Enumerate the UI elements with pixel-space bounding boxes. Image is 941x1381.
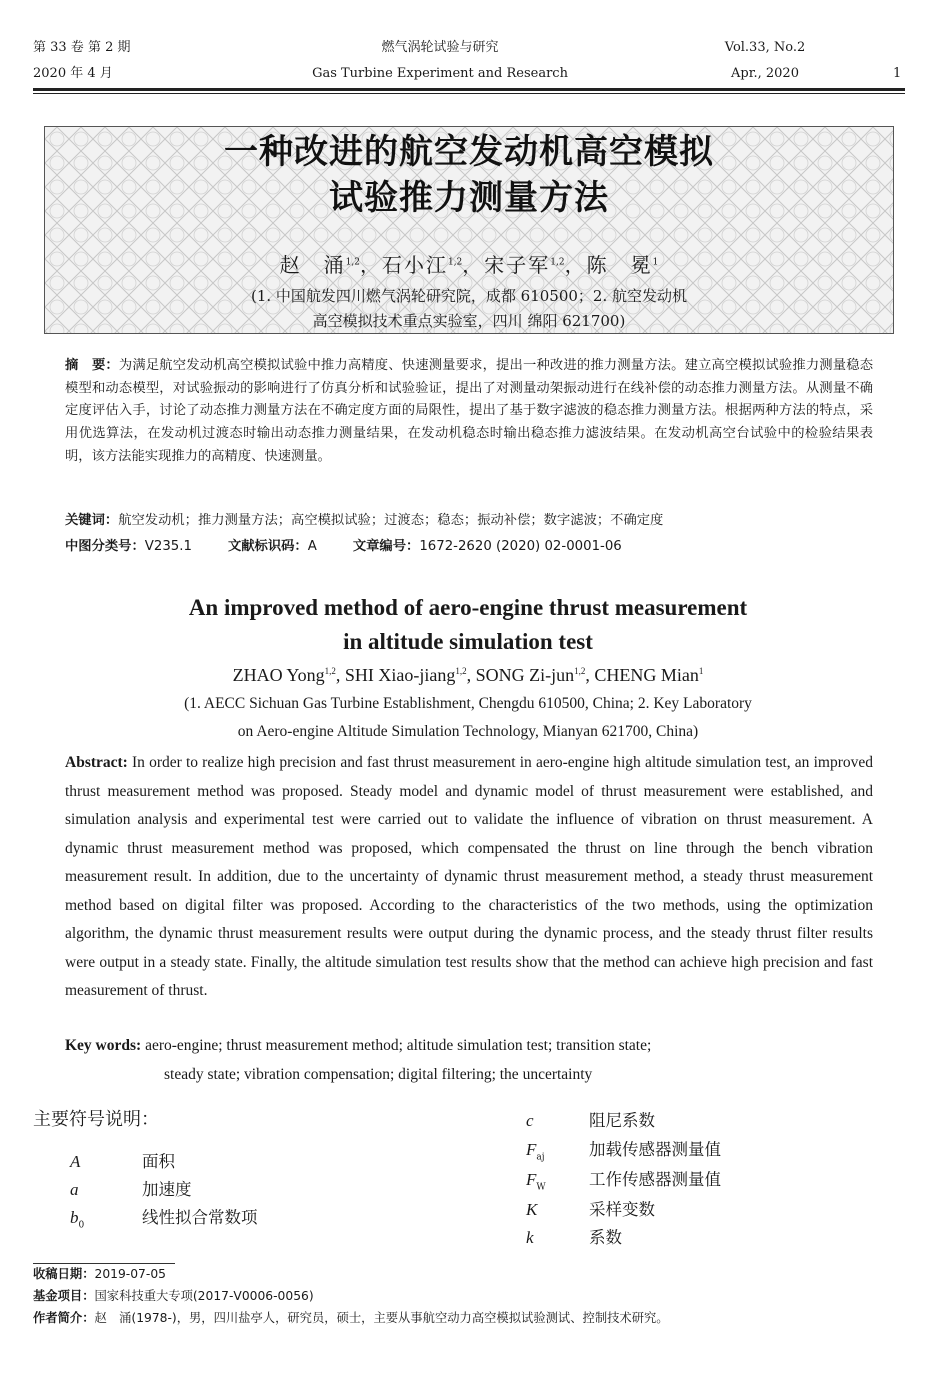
symbol-right-5-desc: 系数 (589, 1228, 622, 1247)
keywords-cn-text: 航空发动机；推力测量方法；高空模拟试验；过渡态；稳态；振动补偿；数字滤波；不确定度 (118, 513, 664, 528)
symbol-right-5: k (526, 1228, 534, 1247)
title-box (44, 126, 894, 334)
doc-code-label: 文献标识码： (227, 539, 308, 554)
title-cn-line2: 试验推力测量方法 (329, 178, 609, 218)
keywords-en (65, 1032, 873, 1089)
title-cn-line1: 一种改进的航空发动机高空模拟 (224, 132, 714, 172)
keywords-en-line1: aero-engine; thrust measurement method; altitude simulation test; transition state; (145, 1037, 652, 1054)
affiliation-en-line1: (1. AECC Sichuan Gas Turbine Establishment, Chengdu 610500, China; 2. Key Laboratory (184, 695, 752, 712)
footnote-fund: 基金项目：国家科技重大专项(2017-V0006-0056) (33, 1289, 314, 1303)
symbol-left-3-desc: 线性拟合常数项 (142, 1208, 258, 1227)
abstract-en-text: In order to realize high precision and fast thrust measurement in aero-engine high altitude simulation test, an improved thrust measurement method was proposed. Steady model and dynamic model of thrust measurement were established, and simulation analysis and experimental test were carried out to validate the influence of vibration on thrust measurement. A dynamic thrust measurement method was proposed, which compensated the thrust on line through the bench vibration measurement result. In addition, due to the uncertainty of dynamic thrust measurement method, a steady thrust measurement method based on digital filter was proposed. According to the characteristics of the two methods, using the optimization algorithm, the dynamic thrust measurement results were output during the dynamic process, and the steady thrust filter results were output in a steady state. Finally, the altitude simulation test results show that the method can achieve high precision and fast measurement of thrust. (65, 754, 874, 999)
author-en-4: CHENG Mian$^1$ (594, 665, 704, 685)
footnote-rule (33, 1263, 175, 1264)
keywords-en-line2: steady state; vibration compensation; digital filtering; the uncertainty (164, 1065, 593, 1083)
author-cn-2: 石小江$^{1,2}$， (381, 253, 485, 277)
doc-code-value: A (307, 539, 317, 554)
header-journal-en: Gas Turbine Experiment and Research (312, 66, 568, 81)
symbol-left-2-desc: 加速度 (142, 1180, 192, 1199)
symbol-right-2-desc: 加载传感器测量值 (589, 1140, 721, 1159)
symbol-right-4: K (526, 1200, 538, 1219)
keywords-cn (65, 512, 663, 530)
affiliation-cn-line2: 高空模拟技术重点实验室，四川 绵阳 621700) (312, 312, 626, 330)
author-cn-4: 陈 冕$^1$ (586, 253, 659, 277)
header-date-cn: 2020 年 4 月 (33, 66, 113, 81)
symbol-left-1-desc: 面积 (142, 1152, 175, 1171)
abstract-en (65, 749, 873, 1006)
title-en-line2: in altitude simulation test (343, 629, 593, 654)
affiliation-cn-line1: (1. 中国航发四川燃气涡轮研究院，成都 610500；2. 航空发动机 (250, 287, 688, 305)
author-cn-1: 赵 涌$^{1,2}$， (279, 253, 382, 277)
keywords-en-label: Key words: (65, 1037, 142, 1054)
symbol-right-3-desc: 工作传感器测量值 (589, 1170, 721, 1189)
header-volume-en: Vol.33, No.2 (724, 40, 806, 55)
affiliation-en-line2: on Aero-engine Altitude Simulation Technology, Mianyan 621700, China) (237, 723, 699, 740)
article-no-value: 1672-2620 (2020) 02-0001-06 (419, 539, 622, 554)
header-volume-cn: 第 33 卷 第 2 期 (33, 40, 131, 55)
symbol-left-2: a (70, 1180, 79, 1199)
keywords-cn-label: 关键词： (65, 513, 119, 528)
author-cn-3: 宋子军$^{1,2}$， (484, 253, 587, 277)
authors-cn (45, 252, 893, 278)
symbol-right-2: $F_{aj}$ (526, 1140, 545, 1163)
clc-value: V235.1 (144, 539, 192, 554)
symbol-right-3: $F_W$ (526, 1170, 546, 1193)
abstract-en-label: Abstract: (65, 754, 128, 771)
header-rule-thick (33, 88, 905, 91)
footnote-author: 作者简介：赵 涌(1978-)，男，四川盐亭人，研究员，硕士，主要从事航空动力高空模拟试验测试、控制技术研究。 (33, 1311, 669, 1325)
clc-label: 中图分类号： (65, 539, 145, 554)
title-en-line1: An improved method of aero-engine thrust measurement (188, 595, 748, 620)
symbols-heading: 主要符号说明： (33, 1109, 159, 1130)
abstract-cn-text: 为满足航空发动机高空模拟试验中推力高精度、快速测量要求，提出一种改进的推力测量方法。建立高空模拟试验推力测量稳态模型和动态模型，对试验振动的影响进行了仿真分析和试验验证，提出了对测量动架振动进行在线补偿的动态推力测量方法。从测量不确定度评估入手，讨论了动态推力测量方法在不确定度方面的局限性，提出了基于数字滤波的稳态推力测量方法。根据两种方法的特点，采用优选算法，在发动机过渡态时输出动态推力测量结果，在发动机稳态时输出稳态推力滤波结果。在发动机高空台试验中的检验结果表明，该方法能实现推力的高精度、快速测量。 (65, 358, 874, 464)
symbol-left-1: A (70, 1152, 81, 1171)
article-no-label: 文章编号： (352, 539, 420, 554)
abstract-cn (65, 355, 873, 469)
header-date-en: Apr., 2020 (731, 66, 799, 81)
author-en-3: SONG Zi-jun$^{1,2}$, (475, 665, 595, 685)
page-number: 1 (893, 66, 902, 81)
abstract-cn-label: 摘 要： (65, 358, 119, 373)
classification-line (65, 538, 622, 556)
authors-en (44, 663, 892, 687)
symbol-right-1-desc: 阻尼系数 (589, 1111, 655, 1130)
header-journal-cn: 燃气涡轮试验与研究 (381, 40, 499, 55)
symbol-left-3: $b_0$ (70, 1208, 85, 1231)
author-en-1: ZHAO Yong$^{1,2}$, (232, 665, 345, 685)
header-rule-thin (33, 93, 905, 94)
symbol-right-1: c (526, 1111, 534, 1130)
author-en-2: SHI Xiao-jiang$^{1,2}$, (344, 665, 476, 685)
symbol-right-4-desc: 采样变数 (589, 1200, 655, 1219)
footnote-received: 收稿日期：2019-07-05 (33, 1267, 166, 1281)
